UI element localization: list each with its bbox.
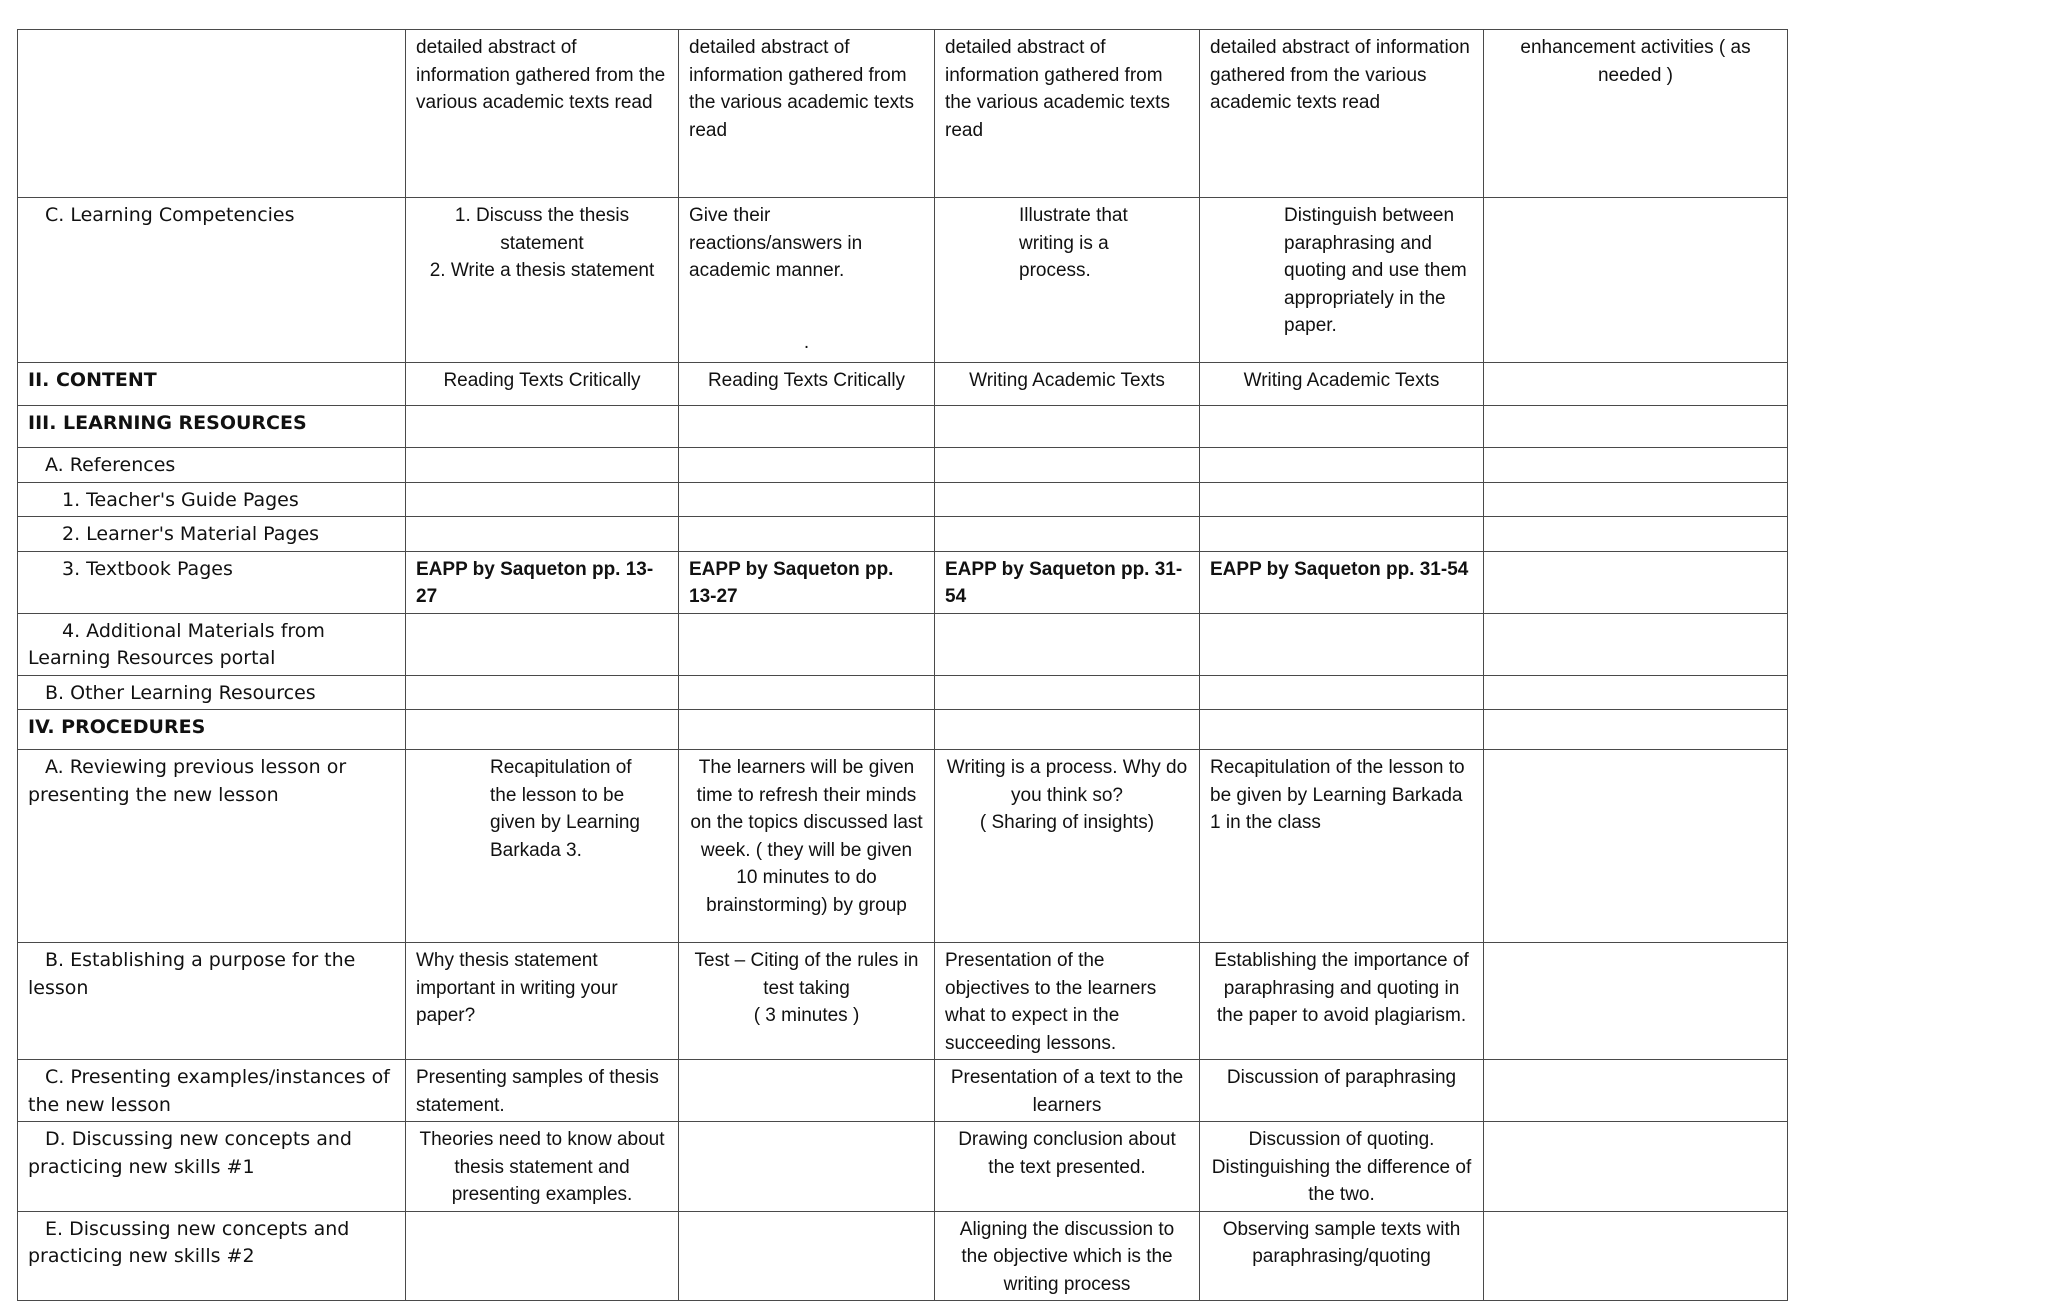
day-cell bbox=[406, 710, 679, 750]
day-cell: Observing sample texts with paraphrasing/quoting bbox=[1200, 1211, 1484, 1301]
day-cell bbox=[679, 710, 935, 750]
row-label: A. References bbox=[18, 448, 406, 483]
table-row bbox=[18, 750, 1788, 943]
day-cell bbox=[1200, 198, 1484, 363]
day-cell: Presenting samples of thesis statement. bbox=[406, 1060, 679, 1122]
table-row bbox=[18, 1122, 1788, 1212]
day-cell bbox=[1484, 1122, 1788, 1212]
day-cell bbox=[1484, 750, 1788, 943]
day-cell bbox=[1200, 406, 1484, 448]
day-cell bbox=[679, 1122, 935, 1212]
procedure-line: Test – Citing of the rules in test taking bbox=[694, 950, 919, 999]
day-cell bbox=[1484, 943, 1788, 1060]
day-cell bbox=[679, 675, 935, 710]
competency-text: Give their reactions/answers in academic manner. bbox=[689, 205, 863, 281]
day-cell bbox=[406, 448, 679, 483]
day-cell: Establishing the importance of paraphrasing and quoting in the paper to avoid plagiarism. bbox=[1200, 943, 1484, 1060]
row-label: 2. Learner's Material Pages bbox=[18, 517, 406, 552]
day-cell: detailed abstract of information gathered from the various academic texts read bbox=[679, 30, 935, 198]
day-cell bbox=[1484, 1211, 1788, 1301]
table-row bbox=[18, 363, 1788, 406]
day-cell: Discussion of paraphrasing bbox=[1200, 1060, 1484, 1122]
day-cell bbox=[1200, 448, 1484, 483]
day-cell: Aligning the discussion to the objective which is the writing process bbox=[935, 1211, 1200, 1301]
table-row bbox=[18, 517, 1788, 552]
day-cell bbox=[1484, 448, 1788, 483]
day-cell bbox=[1200, 675, 1484, 710]
day-cell bbox=[406, 198, 679, 363]
day-cell: Writing Academic Texts bbox=[935, 363, 1200, 406]
day-cell bbox=[406, 406, 679, 448]
day-cell bbox=[935, 613, 1200, 675]
day-cell: enhancement activities ( as needed ) bbox=[1484, 30, 1788, 198]
row-label: 1. Teacher's Guide Pages bbox=[18, 482, 406, 517]
section-heading: II. CONTENT bbox=[18, 363, 406, 406]
day-cell bbox=[406, 1211, 679, 1301]
day-cell: Reading Texts Critically bbox=[406, 363, 679, 406]
section-heading: III. LEARNING RESOURCES bbox=[18, 406, 406, 448]
table-row bbox=[18, 198, 1788, 363]
day-cell: EAPP by Saqueton pp. 31-54 bbox=[1200, 551, 1484, 613]
day-cell: Recapitulation of the lesson to be given by Learning Barkada 1 in the class bbox=[1200, 750, 1484, 943]
day-cell bbox=[679, 943, 935, 1060]
lesson-log-page bbox=[17, 29, 1788, 1301]
table-row bbox=[18, 710, 1788, 750]
table-row bbox=[18, 675, 1788, 710]
competency-text: Distinguish between paraphrasing and quoting and use them appropriately in the paper. bbox=[1284, 205, 1467, 336]
day-cell bbox=[1484, 406, 1788, 448]
day-cell bbox=[406, 482, 679, 517]
day-cell bbox=[1200, 1122, 1484, 1212]
table-row bbox=[18, 30, 1788, 198]
day-cell bbox=[1484, 363, 1788, 406]
day-cell bbox=[935, 710, 1200, 750]
day-cell: Why thesis statement important in writing your paper? bbox=[406, 943, 679, 1060]
day-cell bbox=[1484, 675, 1788, 710]
day-cell bbox=[679, 517, 935, 552]
daily-lesson-log-table bbox=[17, 29, 1788, 1301]
day-cell bbox=[935, 482, 1200, 517]
day-cell bbox=[1484, 613, 1788, 675]
day-cell bbox=[406, 613, 679, 675]
day-cell bbox=[679, 198, 935, 363]
day-cell bbox=[1484, 198, 1788, 363]
table-row bbox=[18, 551, 1788, 613]
row-label: C. Presenting examples/instances of the new lesson bbox=[18, 1060, 406, 1122]
row-label: B. Establishing a purpose for the lesson bbox=[18, 943, 406, 1060]
day-cell bbox=[679, 406, 935, 448]
day-cell: Writing Academic Texts bbox=[1200, 363, 1484, 406]
day-cell bbox=[935, 198, 1200, 363]
day-cell bbox=[679, 613, 935, 675]
table-row bbox=[18, 943, 1788, 1060]
row-label: C. Learning Competencies bbox=[18, 198, 406, 363]
stray-mark: . bbox=[803, 331, 810, 353]
day-cell: EAPP by Saqueton pp. 31-54 bbox=[935, 551, 1200, 613]
day-cell: Theories need to know about thesis statement and presenting examples. bbox=[406, 1122, 679, 1212]
day-cell: Presentation of a text to the learners bbox=[935, 1060, 1200, 1122]
day-cell bbox=[679, 1060, 935, 1122]
day-cell bbox=[1484, 517, 1788, 552]
competency-line: 2. Write a thesis statement bbox=[429, 260, 655, 281]
day-cell bbox=[1200, 517, 1484, 552]
procedure-line: Distinguishing the difference of the two. bbox=[1211, 1156, 1472, 1205]
day-cell bbox=[679, 1211, 935, 1301]
day-cell bbox=[679, 448, 935, 483]
day-cell: detailed abstract of information gathered from the various academic texts read bbox=[406, 30, 679, 198]
day-cell bbox=[935, 517, 1200, 552]
procedure-line: ( Sharing of insights) bbox=[979, 812, 1155, 833]
table-row bbox=[18, 613, 1788, 675]
day-cell bbox=[1484, 710, 1788, 750]
procedure-line: ( 3 minutes ) bbox=[753, 1005, 860, 1026]
row-label: A. Reviewing previous lesson or presenting the new lesson bbox=[18, 750, 406, 943]
day-cell: The learners will be given time to refresh their minds on the topics discussed last week. ( they will be given 10 minutes to do brainstorming) by group bbox=[679, 750, 935, 943]
day-cell: detailed abstract of information gathered from the various academic texts read bbox=[935, 30, 1200, 198]
day-cell bbox=[935, 448, 1200, 483]
day-cell bbox=[935, 406, 1200, 448]
procedure-line: Writing is a process. Why do you think so? bbox=[946, 757, 1188, 806]
row-label bbox=[18, 30, 406, 198]
day-cell bbox=[406, 675, 679, 710]
table-row bbox=[18, 1211, 1788, 1301]
competency-text: Illustrate that writing is a process. bbox=[1019, 205, 1128, 281]
day-cell bbox=[935, 675, 1200, 710]
day-cell bbox=[1200, 482, 1484, 517]
day-cell bbox=[406, 750, 679, 943]
day-cell: Reading Texts Critically bbox=[679, 363, 935, 406]
day-cell bbox=[679, 482, 935, 517]
day-cell bbox=[1484, 482, 1788, 517]
day-cell bbox=[1200, 710, 1484, 750]
row-label: 3. Textbook Pages bbox=[18, 551, 406, 613]
row-label: E. Discussing new concepts and practicing new skills #2 bbox=[18, 1211, 406, 1301]
day-cell: EAPP by Saqueton pp. 13-27 bbox=[406, 551, 679, 613]
table-row bbox=[18, 406, 1788, 448]
row-label: D. Discussing new concepts and practicing new skills #1 bbox=[18, 1122, 406, 1212]
day-cell: Drawing conclusion about the text presented. bbox=[935, 1122, 1200, 1212]
day-cell bbox=[1484, 1060, 1788, 1122]
row-label: B. Other Learning Resources bbox=[18, 675, 406, 710]
day-cell bbox=[935, 750, 1200, 943]
day-cell bbox=[1484, 551, 1788, 613]
day-cell: Presentation of the objectives to the learners what to expect in the succeeding lessons. bbox=[935, 943, 1200, 1060]
procedure-text: Recapitulation of the lesson to be given by Learning Barkada 3. bbox=[490, 757, 640, 861]
day-cell bbox=[1200, 613, 1484, 675]
row-label: 4. Additional Materials from Learning Resources portal bbox=[18, 613, 406, 675]
table-row bbox=[18, 482, 1788, 517]
day-cell: EAPP by Saqueton pp. 13-27 bbox=[679, 551, 935, 613]
table-row bbox=[18, 448, 1788, 483]
day-cell: detailed abstract of information gathered from the various academic texts read bbox=[1200, 30, 1484, 198]
section-heading: IV. PROCEDURES bbox=[18, 710, 406, 750]
table-row bbox=[18, 1060, 1788, 1122]
day-cell bbox=[406, 517, 679, 552]
competency-line: 1. Discuss the thesis statement bbox=[454, 205, 630, 254]
procedure-line: Discussion of quoting. bbox=[1248, 1129, 1435, 1150]
